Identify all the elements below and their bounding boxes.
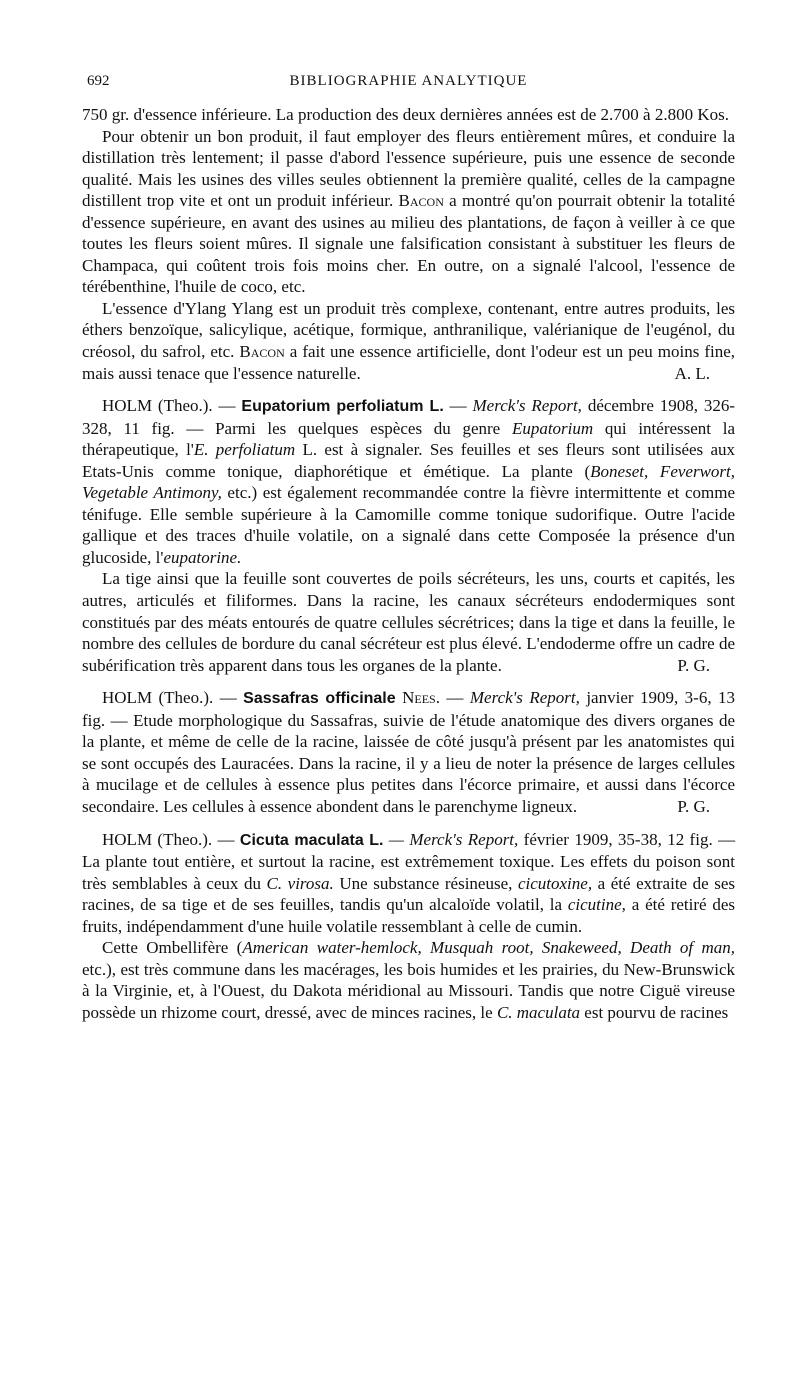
- entry-journal: Merck's Report,: [472, 396, 582, 416]
- entry-heading: HOLM (Theo.). — Cicuta maculata L. — Merck's Report, février 1909, 35-38, 12 fig. — La plante tout entière, et surtout la racine, est extrêmement toxique. Les effets du poison sont très semblables à ceux du C. virosa. Une substance résineuse, cicutoxine, a été extraite de ses racines, de sa tige et de ses feuilles, tandis qu'un alcaloïde volatil, la cicutine, a été retiré des fruits, indépendamment d'une huile volatile ressemblant à celle de cumin.: [82, 829, 736, 936]
- page-header: [82, 71, 735, 91]
- signature: P. G.: [677, 796, 710, 816]
- paragraph: 750 gr. d'essence inférieure. La production des deux dernières années est de 2.700 à 2.800 Kos.: [82, 105, 729, 124]
- author-name: Bacon: [398, 191, 444, 211]
- entry-author: HOLM (Theo.). —: [102, 396, 236, 416]
- entry-author: HOLM (Theo.). —: [102, 829, 235, 849]
- entry-title: Cicuta maculata L.: [239, 831, 384, 849]
- paragraph: Cette Ombellifère (American water-hemlock, Musquah root, Snakeweed, Death of man, etc.), est très commune dans les macérages, les bois humides et les prairies, du New-Brunswick à la Virginie, et, à l'Ouest, du Dakota méridional au Missouri. Tandis que notre Ciguë vireuse possède un rhizome court, dressé, avec de minces racines, le C. maculata est pourvu de racines: [82, 938, 735, 1022]
- paragraph: La tige ainsi que la feuille sont couvertes de poils sécréteurs, les uns, courts et capités, les autres, articulés et filiformes. Dans la racine, les canaux sécréteurs endodermiques sont constitués par des méats entourés de quatre cellules sécrétrices; dans la tige et dans la feuille, le nombre des cellules de bordure du canal sécréteur est plus élevé. L'endoderme offre un cadre de subérification très apparent dans tous les organes de la plante. P. G.: [82, 569, 735, 675]
- entry-title: Eupatorium perfoliatum L.: [241, 398, 444, 416]
- entry-title-authority: Nees.: [402, 688, 440, 708]
- signature: A. L.: [674, 363, 710, 383]
- entry-title: Sassafras officinale: [243, 690, 396, 708]
- author-name: Bacon: [239, 342, 285, 362]
- entry-citation: février 1909, 35-38, 12 fig.: [523, 829, 713, 849]
- entry-journal: — Merck's Report,: [388, 829, 519, 849]
- entry-heading: HOLM (Theo.). — Eupatorium perfoliatum L. — Merck's Report, décembre 1908, 326-328, 11 fig. — Parmi les quelques espèces du genre Eupatorium qui intéressent la thérapeutique, l'E. perfoliatum L. est à signaler. Ses feuilles et ses fleurs sont utilisées aux Etats-Unis comme tonique, diaphorétique et émétique. La plante (Boneset, Feverwort, Vegetable Antimony, etc.) est également recommandée contre la fièvre intermittente et comme ténifuge. Elle semble supérieure à la Camomille comme tonique sudorifique. Outre l'acide gallique et des traces d'huile volatile, on a signalé dans cette Composée la présence d'un glucoside, l'eupatorine.: [82, 396, 736, 567]
- body-text: [82, 104, 735, 1023]
- bibliography-entry: [82, 395, 735, 676]
- entry-citation: janvier 1909, 3-6, 13 fig.: [82, 688, 736, 730]
- paragraph: Pour obtenir un bon produit, il faut employer des fleurs entièrement mûres, et conduire la distillation très lentement; il passe d'abord l'essence supérieure, puis une essence de seconde qualité. Mais les usines des villes seules obtiennent la première qualité, celles de la campagne distillent trop vite et ont un produit inférieur. Bacon a montré qu'on pourrait obtenir la totalité d'essence supérieure, en avant des usines au milieu des plantations, de façon à veiller à ce que toutes les fleurs soient mûres. Il signale une falsification consistant à substituer les fleurs de Champaca, qui coûtent trois fois moins cher. En outre, on a signalé l'alcool, l'essence de térébenthine, l'huile de coco, etc.: [82, 126, 736, 297]
- paragraph: L'essence d'Ylang Ylang est un produit très complexe, contenant, entre autres produits, les éthers benzoïque, salicylique, acétique, formique, anthranilique, valérianique de l'eugénol, du créosol, du safrol, etc. Bacon a fait une essence artificielle, dont l'odeur est un peu moins fine, mais aussi tenace que l'essence naturelle. A. L.: [82, 298, 735, 383]
- entry-journal: Merck's Report,: [469, 688, 580, 708]
- page-number: 692: [87, 73, 110, 89]
- bibliography-entry: [82, 829, 735, 1024]
- entry-citation: décembre 1908, 326-328, 11 fig.: [82, 396, 736, 438]
- signature: P. G.: [677, 655, 710, 675]
- entry-heading: HOLM (Theo.). — Sassafras officinale Nees. — Merck's Report, janvier 1909, 3-6, 13 fig. — Etude morphologique du Sassafras, suivie de l'étude anatomique des divers organes de la plante, et même de celle de la racine, laissée de côté jusqu'à présent par les anatomistes qui se sont occupés des Lauracées. Dans la racine, il y a lieu de noter la présence de larges cellules à mucilage et de cellules à essence plus petites dans l'écorce primaire, et aussi dans l'écorce secondaire. Les cellules à essence abondent dans le parenchyme ligneux. P. G.: [82, 688, 736, 816]
- bibliography-entry: [82, 687, 735, 817]
- running-title: BIBLIOGRAPHIE ANALYTIQUE: [289, 73, 528, 89]
- entry-author: HOLM (Theo.). —: [102, 688, 237, 708]
